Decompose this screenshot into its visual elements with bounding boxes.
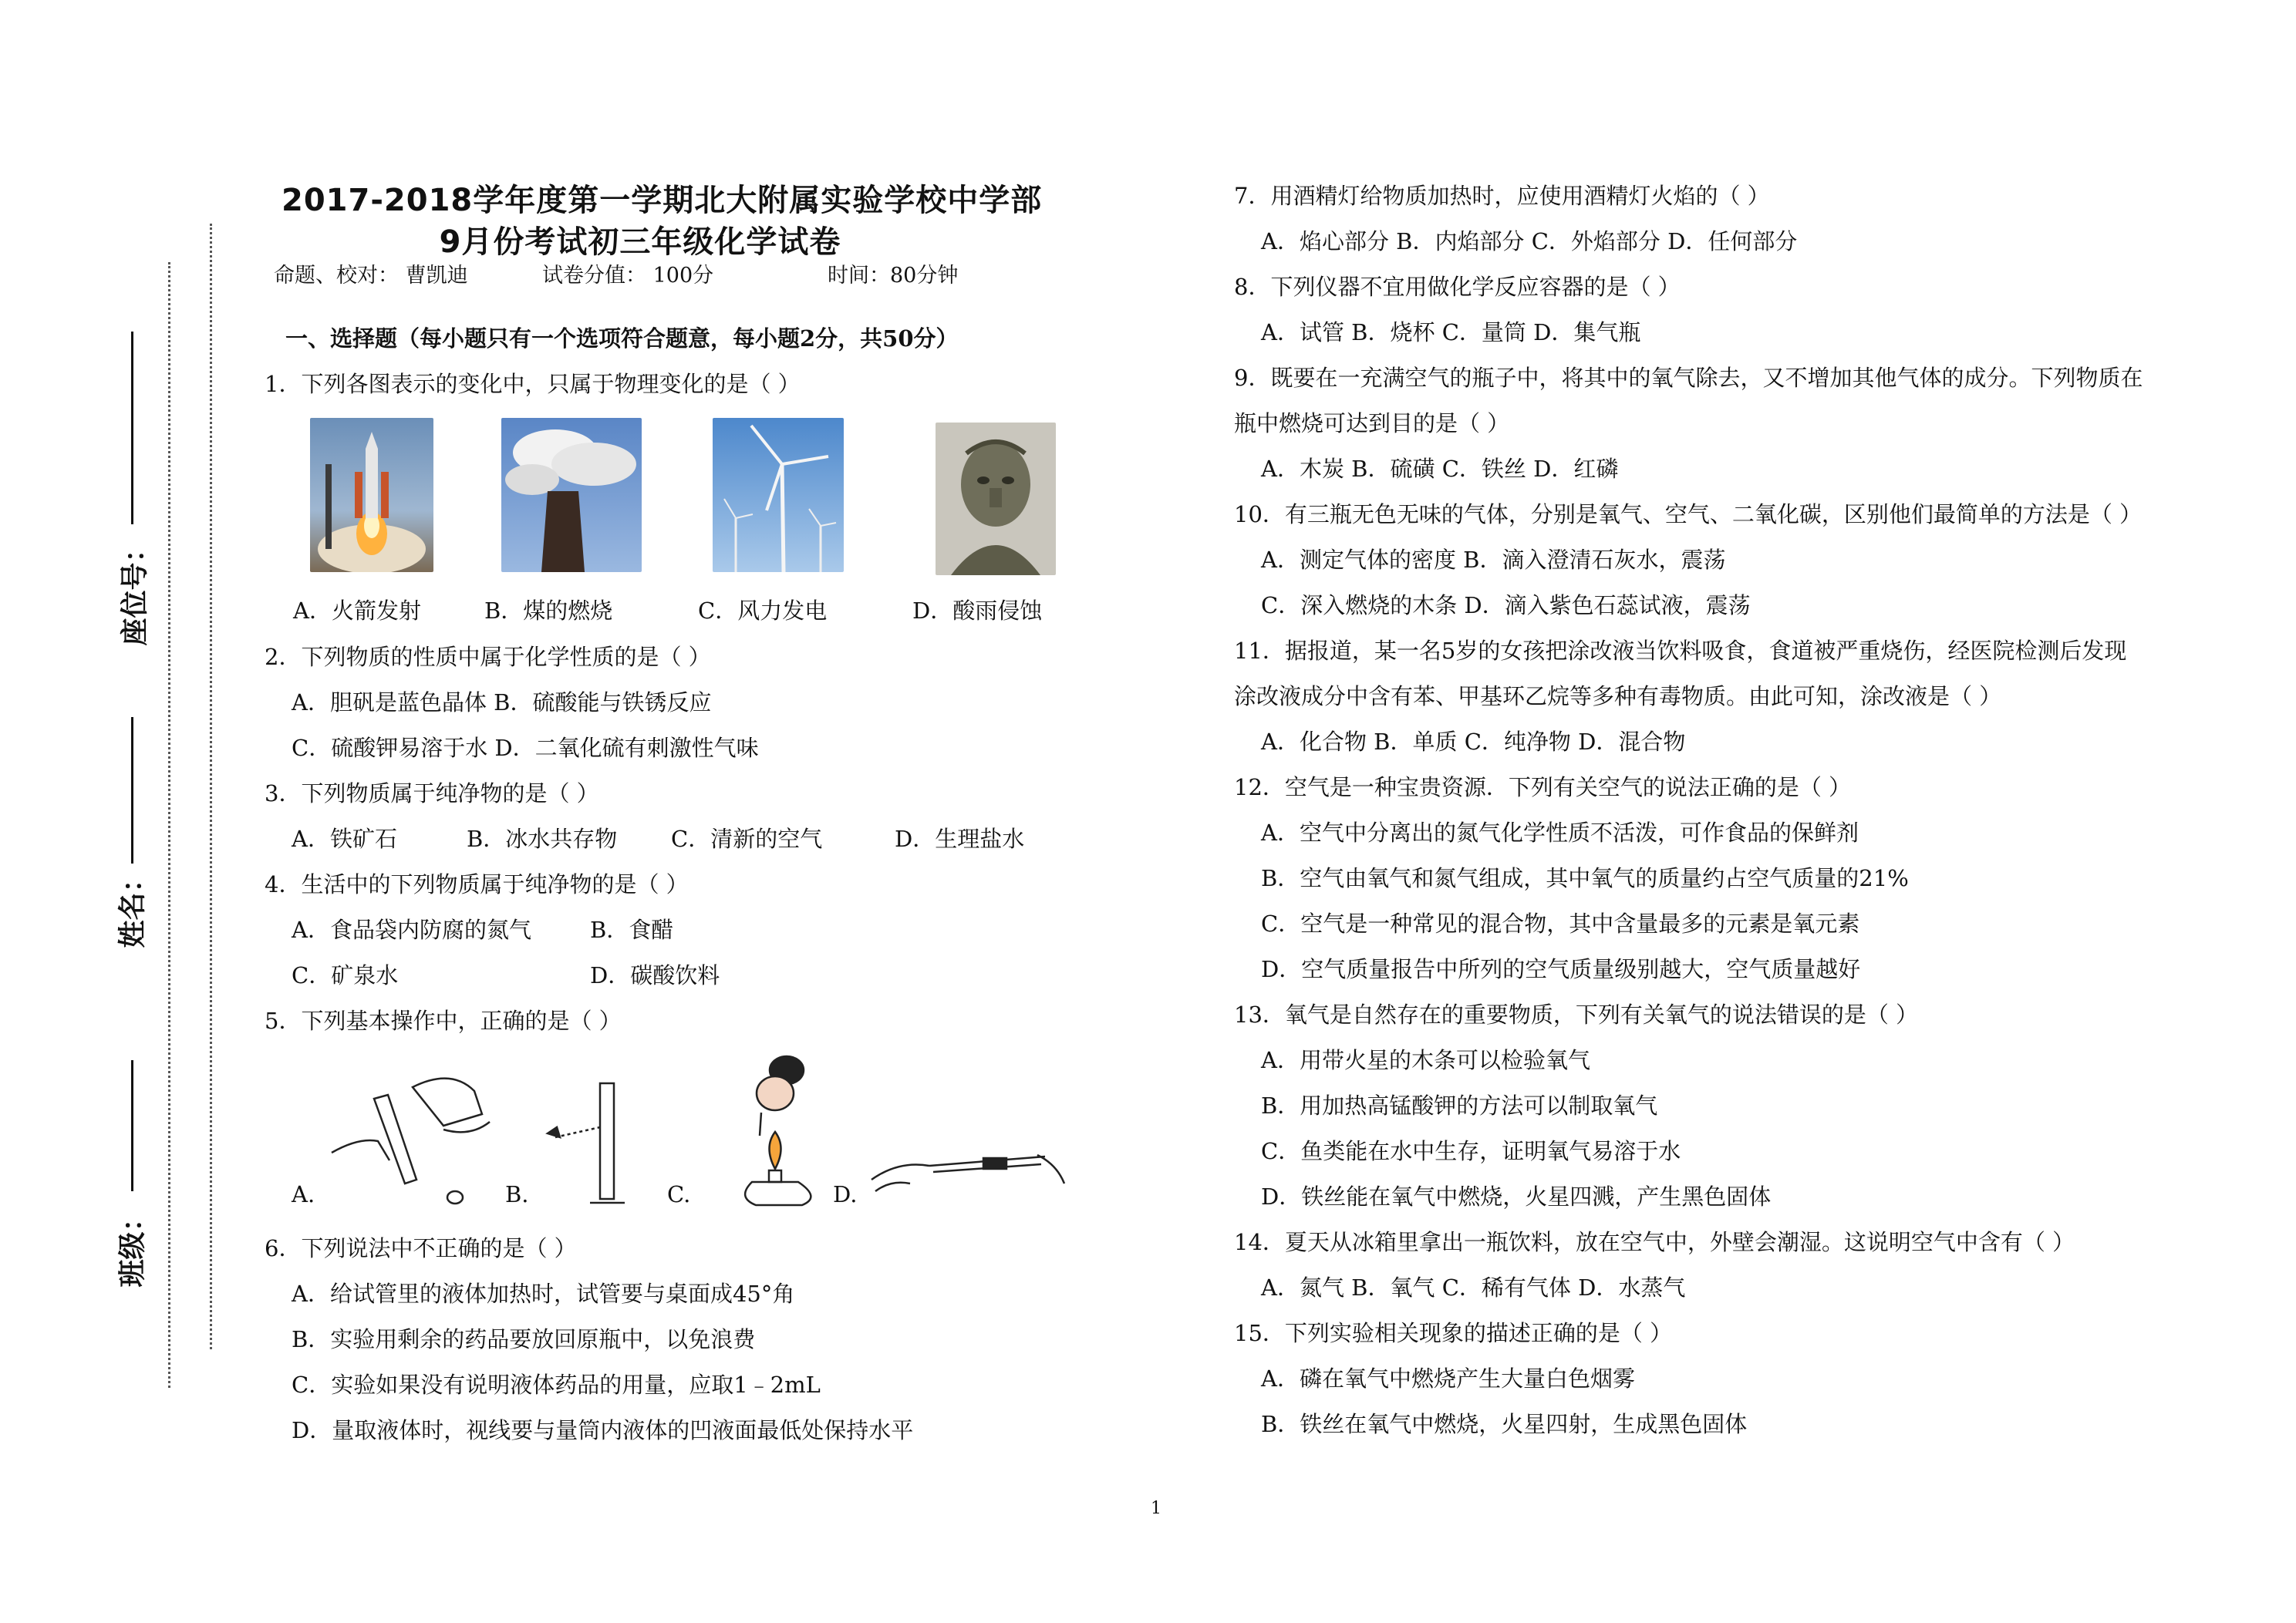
exam-score: 试卷分值： 100分: [542, 264, 714, 288]
q13-option-c: C．鱼类能在水中生存，证明氧气易溶于水: [1261, 1138, 1681, 1164]
q13-option-b: B．用加热高锰酸钾的方法可以制取氧气: [1261, 1093, 1658, 1119]
exam-title-line1: 2017-2018学年度第一学期北大附属实验学校中学部: [282, 183, 1043, 218]
q2-stem: 2．下列物质的性质中属于化学性质的是（ ）: [265, 644, 711, 670]
binding-dotted-line-outer: [168, 262, 170, 1388]
q6-option-c: C．实验如果没有说明液体药品的用量，应取1﹣2mL: [292, 1372, 821, 1398]
q9-stem-line2: 瓶中燃烧可达到目的是（ ）: [1234, 410, 1510, 436]
q12-option-c: C．空气是一种常见的混合物，其中含量最多的元素是氧元素: [1261, 911, 1860, 937]
q3-option-a: A．铁矿石: [292, 826, 397, 852]
binding-dotted-line-inner: [210, 224, 212, 1349]
q12-stem: 12．空气是一种宝贵资源．下列有关空气的说法正确的是（ ）: [1234, 774, 1852, 800]
q15-option-a: A．磷在氧气中燃烧产生大量白色烟雾: [1261, 1365, 1635, 1392]
q4-stem: 4．生活中的下列物质属于纯净物的是（ ）: [265, 871, 689, 897]
pouring-liquid-drawing: [328, 1068, 494, 1207]
smelling-gas-alcohol-lamp-drawing: [713, 1047, 837, 1209]
q13-option-d: D．铁丝能在氧气中燃烧，火星四溅，产生黑色固体: [1261, 1184, 1772, 1210]
wind-power-image: [713, 418, 844, 572]
exam-time: 时间：80分钟: [828, 264, 959, 288]
q3-option-c: C．清新的空气: [671, 826, 823, 852]
q3-option-b: B．冰水共存物: [467, 826, 618, 852]
q9-options: A．木炭 B．硫磺 C．铁丝 D．红磷: [1261, 456, 1619, 482]
q11-options: A．化合物 B．单质 C．纯净物 D．混合物: [1261, 729, 1686, 755]
q2-options-cd: C．硫酸钾易溶于水 D．二氧化硫有刺激性气味: [292, 735, 759, 761]
q10-stem: 10．有三瓶无色无味的气体，分别是氧气、空气、二氧化碳，区别他们最简单的方法是（ ）: [1234, 501, 2143, 527]
page-number: 1: [1151, 1499, 1161, 1518]
class-underline: [131, 1060, 133, 1191]
q1-option-c: C．风力发电: [698, 598, 828, 624]
q12-option-a: A．空气中分离出的氮气化学性质不活泼，可作食品的保鲜剂: [1261, 820, 1859, 846]
seat-label: 座位号：: [119, 534, 151, 646]
q5-option-b: B.: [505, 1181, 529, 1207]
q6-option-d: D．量取液体时，视线要与量筒内液体的凹液面最低处保持水平: [292, 1417, 914, 1443]
q1-option-b: B．煤的燃烧: [484, 598, 613, 624]
q7-options: A．焰心部分 B．内焰部分 C．外焰部分 D．任何部分: [1261, 228, 1798, 254]
q12-option-d: D．空气质量报告中所列的空气质量级别越大，空气质量越好: [1261, 956, 1861, 982]
q5-option-d: D.: [833, 1181, 858, 1207]
q6-option-a: A．给试管里的液体加热时，试管要与桌面成45°角: [292, 1281, 795, 1307]
q15-option-b: B．铁丝在氧气中燃烧，火星四射，生成黑色固体: [1261, 1411, 1748, 1437]
q2-options-ab: A．胆矾是蓝色晶体 B．硫酸能与铁锈反应: [292, 689, 712, 716]
rocket-launch-image: [310, 418, 433, 572]
q4-option-c: C．矿泉水: [292, 962, 399, 988]
q15-stem: 15．下列实验相关现象的描述正确的是（ ）: [1234, 1320, 1673, 1346]
q4-option-b: B．食醋: [590, 917, 674, 943]
q1-option-d: D．酸雨侵蚀: [912, 598, 1043, 624]
q11-stem-line2: 涂改液成分中含有苯、甲基环乙烷等多种有毒物质。由此可知，涂改液是（ ）: [1234, 683, 2002, 709]
q9-stem-line1: 9．既要在一充满空气的瓶子中，将其中的氧气除去，又不增加其他气体的成分。下列物质在: [1234, 365, 2143, 391]
q1-stem: 1．下列各图表示的变化中，只属于物理变化的是（ ）: [265, 371, 801, 397]
seat-underline: [131, 332, 133, 524]
q6-stem: 6．下列说法中不正确的是（ ）: [265, 1235, 577, 1261]
name-underline: [131, 717, 133, 864]
q5-stem: 5．下列基本操作中，正确的是（ ）: [265, 1008, 622, 1034]
q4-option-d: D．碳酸饮料: [590, 962, 720, 988]
q14-options: A．氮气 B．氧气 C．稀有气体 D．水蒸气: [1261, 1274, 1686, 1301]
q13-option-a: A．用带火星的木条可以检验氧气: [1261, 1047, 1590, 1073]
q11-stem-line1: 11．据报道，某一名5岁的女孩把涂改液当饮料吸食，食道被严重烧伤，经医院检测后发现: [1234, 638, 2127, 664]
q5-option-a: A.: [292, 1181, 315, 1207]
q10-options-cd: C．深入燃烧的木条 D．滴入紫色石蕊试液，震荡: [1261, 592, 1751, 618]
q8-stem: 8．下列仪器不宜用做化学反应容器的是（ ）: [1234, 274, 1681, 300]
q12-option-b: B．空气由氧气和氮气组成，其中氧气的质量约占空气质量的21%: [1261, 865, 1909, 891]
q10-options-ab: A．测定气体的密度 B．滴入澄清石灰水，震荡: [1261, 547, 1726, 573]
q3-option-d: D．生理盐水: [895, 826, 1025, 852]
q5-option-c: C.: [667, 1181, 691, 1207]
acid-rain-statue-image: [936, 423, 1056, 575]
q4-option-a: A．食品袋内防腐的氮气: [292, 917, 531, 943]
q3-stem: 3．下列物质属于纯净物的是（ ）: [265, 780, 599, 806]
exam-author: 命题、校对： 曹凯迪: [274, 264, 468, 288]
q7-stem: 7．用酒精灯给物质加热时，应使用酒精灯火焰的（ ）: [1234, 183, 1770, 209]
coal-burning-image: [501, 418, 642, 572]
measuring-cylinder-drawing: [540, 1079, 648, 1207]
q13-stem: 13．氧气是自然存在的重要物质，下列有关氧气的说法错误的是（ ）: [1234, 1002, 1919, 1028]
q6-option-b: B．实验用剩余的药品要放回原瓶中，以免浪费: [292, 1326, 756, 1352]
section-heading: 一、选择题（每小题只有一个选项符合题意，每小题2分，共50分）: [285, 325, 959, 352]
name-label: 姓名：: [116, 864, 149, 948]
class-label: 班级：: [116, 1204, 149, 1288]
q1-option-a: A．火箭发射: [293, 598, 421, 624]
q8-options: A．试管 B．烧杯 C．量筒 D．集气瓶: [1261, 319, 1641, 345]
q14-stem: 14．夏天从冰箱里拿出一瓶饮料，放在空气中，外壁会潮湿。这说明空气中含有（ ）: [1234, 1229, 2075, 1255]
exam-title-line2: 9月份考试初三年级化学试卷: [439, 224, 841, 260]
heating-test-tube-drawing: [868, 1149, 1068, 1203]
